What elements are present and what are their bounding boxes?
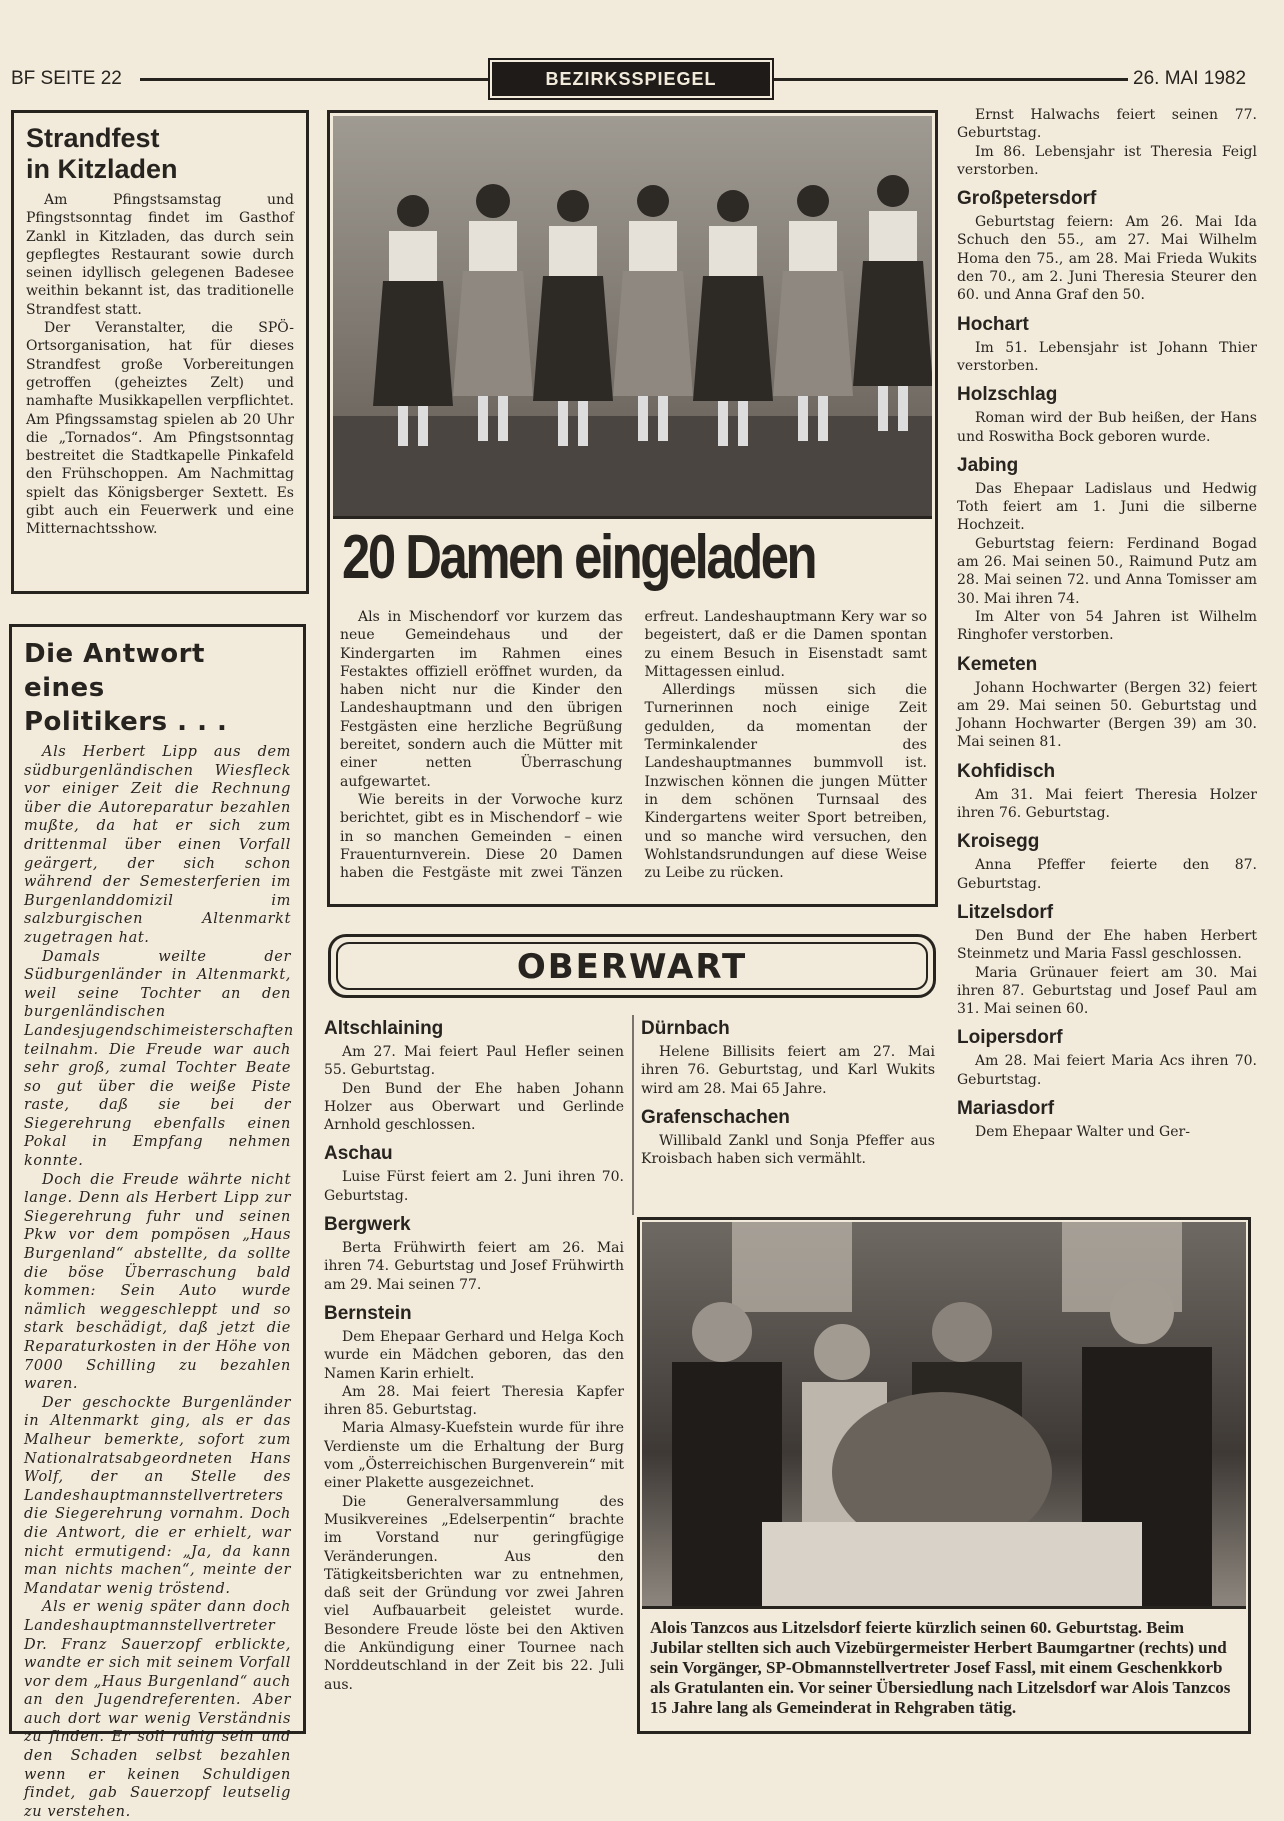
paragraph: Doch die Freude währte nicht lange. Denn als Herbert Lipp zur Siegerehrung fuhr und seinen Pkw vor dem pompösen „Haus Burgenland“ abstellte, da sollte die böse Überraschung bald kommen: Sein Auto wurde nämlich weggeschleppt und so stark beschädigt, daß jetzt die Reparaturkosten in der Höhe von 7000 Schilling zu bezahlen waren.: [24, 1171, 291, 1393]
article-title: [24, 637, 291, 739]
people-illustration: [642, 1222, 1246, 1606]
paragraph: Maria Grünauer feiert am 30. Mai ihren 87. Geburtstag und Josef Paul am 31. Mai seinen 60.: [957, 964, 1257, 1018]
place-heading: Dürnbach: [641, 1018, 730, 1039]
photo-caption: Alois Tanzcos aus Litzelsdorf feierte kürzlich seinen 60. Geburtstag. Beim Jubilar stellten sich auch Vizebürgermeister Herbert Baumgartner (rechts) und sein Vorgänger, SP-Obmannstellvertreter Josef Fassl, mit einem Geschenkkorb als Gratulanten ein. Vor seiner Übersiedlung nach Litzelsdorf war Alois Tanzcos 15 Jahre lang als Gemeinderat in Rehgraben tätig.: [650, 1618, 1231, 1717]
place-heading: Litzelsdorf: [957, 901, 1054, 923]
paragraph: Der Veranstalter, die SPÖ-Ortsorganisation, hat für dieses Strandfest große Vorbereitungen getroffen (geheiztes Zelt) und namhafte Musikkapellen verpflichtet. Am Pfingssamstag spielen ab 20 Uhr die „Tornados“. Am Pfingstsonntag bestreitet die Stadtkapelle Pinkafeld den Frühschoppen. Am Nachmittag spielt das Königsberger Sextett. Es gibt auch ein Feuerwerk und eine Mitternachtsshow.: [26, 320, 294, 538]
paragraph: Luise Fürst feiert am 2. Juni ihren 70. Geburtstag.: [324, 1169, 624, 1204]
divider: [333, 516, 932, 519]
title-line: Politikers . . .: [24, 707, 228, 737]
paragraph: Als in Mischendorf vor kurzem das neue Gemeindehaus und der Kindergarten im Rahmen eines Festaktes offiziell eröffnet wurden, da haben nicht nur die Kinder den Landeshauptmann und den übrigen Festgästen eine herzliche Begrüßung bereitet, sondern auch die Mütter mit einer netten Überraschung aufgewartet.: [340, 609, 623, 790]
place-heading: Aschau: [324, 1143, 393, 1165]
paragraph: Am Pfingstsamstag und Pfingstsonntag findet im Gasthof Zankl in Kitzladen, das durch sein gepflegtes Restaurant sowie durch seinen idyllisch gelegenen Badesee weithin bekannt ist, das traditionelle Strandfest statt.: [26, 192, 294, 318]
paragraph: Willibald Zankl und Sonja Pfeffer aus Kroisbach haben sich vermählt.: [641, 1132, 935, 1168]
header-rule: [774, 78, 1128, 81]
paragraph: Helene Billisits feiert am 27. Mai ihren 76. Geburtstag, und Karl Wukits wird am 28. Mai 65 Jahre.: [641, 1044, 935, 1097]
paragraph: Am 28. Mai feiert Theresia Kapfer ihren 85. Geburtstag.: [324, 1383, 624, 1419]
place-heading: Loipersdorf: [957, 1027, 1063, 1049]
article-damen: [327, 110, 938, 907]
paragraph: Am 31. Mai feiert Theresia Holzer ihren 76. Geburtstag.: [957, 786, 1257, 822]
paragraph: Als er wenig später dann doch Landeshauptmannstellvertreter Dr. Franz Sauerzopf erblickte, wandte er sich mit seinem Vorfall vor dem „Haus Burgenland“ auch an den Jugendreferenten. Aber auch dort war wenig Verständnis zu finden. Er soll ruhig sein und den Schaden selbst bezahlen wenn er keinen Schuldigen findet, gab Sauerzopf leutselig zu verstehen.: [24, 1599, 291, 1820]
place-heading: Bergwerk: [324, 1214, 411, 1236]
title-line: Die Antwort eines: [24, 639, 205, 703]
place-heading: Kohfidisch: [957, 760, 1056, 782]
paragraph: Anna Pfeffer feierte den 87. Geburtstag.: [957, 857, 1257, 892]
paragraph: Ernst Halwachs feiert seinen 77. Geburtstag.: [957, 107, 1257, 142]
banner-title: OBERWART: [336, 942, 928, 990]
page-number: BF SEITE 22: [11, 68, 122, 89]
header-rule: [140, 78, 488, 81]
place-heading: Hochart: [957, 313, 1029, 335]
section-banner: [328, 934, 936, 998]
paragraph: Den Bund der Ehe haben Johann Holzer aus Oberwart und Gerlinde Arnhold geschlossen.: [324, 1080, 624, 1134]
place-heading: Jabing: [957, 454, 1019, 476]
paragraph: Das Ehepaar Ladislaus und Hedwig Toth feiert am 1. Juni die silberne Hochzeit.: [957, 480, 1257, 534]
paragraph: Die Generalversammlung des Musikvereines „Edelserpentin“ brachte im Vorstand nur geringfügige Veränderungen. Aus den Tätigkeitsberichten war zu entnehmen, daß seit der Gründung vor zwei Jahren viel Aufbauarbeit geleistet wurde. Besondere Freude löste bei den Aktiven die Ankündigung einer Tournee nach Norddeutschland in der Zeit bis 22. Juli aus.: [324, 1493, 624, 1693]
paragraph: Dem Ehepaar Walter und Ger-: [975, 1123, 1190, 1140]
article-politiker: [9, 624, 306, 1820]
title-line: in Kitzladen: [26, 154, 178, 184]
paragraph: Der geschockte Burgenländer in Altenmarkt ging, als er das Malheur bemerkte, sofort zum Nationalratsabgeordneten Hans Wolf, der an Stelle des Landeshauptmannstellvertreters die Siegerehrung vornahm. Doch die Antwort, die er erhielt, war nicht ermutigend: „Ja, da kann man nichts machen“, meinte der Mandatar wenig tröstend.: [24, 1394, 291, 1597]
place-heading: Bernstein: [324, 1302, 412, 1324]
paragraph: Im Alter von 54 Jahren ist Wilhelm Ringhofer verstorben.: [957, 608, 1257, 644]
paragraph: Johann Hochwarter (Bergen 32) feiert am 29. Mai seinen 50. Geburtstag und Johann Hochwarter (Bergen 39) am 30. Mai seinen 81.: [957, 679, 1257, 751]
oberwart-column-1: [324, 1018, 624, 1694]
issue-date: 26. MAI 1982: [1133, 68, 1247, 89]
paragraph: Im 86. Lebensjahr ist Theresia Feigl verstorben.: [957, 143, 1257, 178]
headline: 20 Damen eingeladen: [342, 523, 816, 592]
paragraph: Geburtstag feiern: Am 26. Mai Ida Schuch den 55., am 27. Mai Wilhelm Homa den 75., am 28. Mai Frieda Wukits den 70., am 2. Juni Theresia Steurer den 60. und Anna Graf den 50.: [957, 214, 1257, 304]
paragraph: Am 27. Mai feiert Paul Hefler seinen 55. Geburtstag.: [324, 1044, 624, 1079]
paragraph: Maria Almasy-Kuefstein wurde für ihre Verdienste um die Erhaltung der Burg vom „Österreichischen Burgenverein“ mit einer Plakette ausgezeichnet.: [324, 1420, 624, 1492]
photo-dancers: [333, 116, 932, 516]
place-heading: Grafenschachen: [641, 1106, 790, 1128]
place-heading: Kemeten: [957, 653, 1038, 675]
photo-jubilar: [637, 1217, 1251, 1734]
paragraph: Am 28. Mai feiert Maria Acs ihren 70. Geburtstag.: [957, 1053, 1257, 1088]
paragraph: Dem Ehepaar Gerhard und Helga Koch wurde ein Mädchen geboren, das den Namen Karin erhielt.: [324, 1328, 624, 1382]
section-kicker: BEZIRKSSPIEGEL: [492, 62, 770, 96]
photo-image: [642, 1222, 1246, 1606]
paragraph: Geburtstag feiern: Ferdinand Bogad am 26. Mai seinen 50., Raimund Putz am 28. Mai seinen 72. und Anna Tomisser am 30. Mai ihren 74.: [957, 535, 1257, 607]
article-title: [26, 123, 294, 185]
article-body: [340, 608, 927, 882]
paragraph: Im 51. Lebensjahr ist Johann Thier verstorben.: [957, 339, 1257, 374]
place-heading: Großpetersdorf: [957, 188, 1097, 210]
paragraph: Den Bund der Ehe haben Herbert Steinmetz und Maria Fassl geschlossen.: [957, 927, 1257, 963]
paragraph: Allerdings müssen sich die Turnerinnen noch einige Zeit gedulden, da momentan der Terminkalender des Landeshauptmannes bummvoll ist. Inzwischen können die jungen Mütter in dem schönen Turnsaal des Kindergartens weiter Sport betreiben, und so manche wird versuchen, den Wohlstandsrundungen auf diese Weise zu Leibe zu rücken.: [644, 682, 927, 882]
dancers-illustration: [333, 116, 932, 516]
divider: [642, 1606, 1246, 1609]
place-heading: Altschlaining: [324, 1018, 444, 1039]
column-rule: [632, 1015, 634, 1215]
oberwart-column-2: [641, 1018, 935, 1168]
place-heading: Kroisegg: [957, 831, 1040, 853]
title-line: Strandfest: [26, 123, 160, 153]
paragraph: Damals weilte der Südburgenländer in Altenmarkt, weil seine Tochter an den burgenländischen Landesjugendschimeisterschaften teilnahm. Die Freude war auch sehr groß, zumal Tochter Beate so gut über die weiße Piste raste, daß sie bei der Siegerehrung ebenfalls einen Pokal in Empfang nehmen konnte.: [24, 948, 294, 1170]
paragraph: Berta Frühwirth feiert am 26. Mai ihren 74. Geburtstag und Josef Frühwirth am 29. Mai seinen 77.: [324, 1240, 624, 1293]
place-heading: Mariasdorf: [957, 1097, 1055, 1119]
right-column: [957, 106, 1257, 1141]
article-strandfest: [11, 110, 309, 594]
place-heading: Holzschlag: [957, 384, 1058, 406]
paragraph: Wie bereits in der Vorwoche kurz berichtet, gibt es in Mischendorf – wie in so manchen Gemeinden – einen Frauenturnverein. Diese 20 Damen haben die Festgäste mit zwei Tänzen erfreut. Landeshauptmann Kery war so begeistert, daß er die Damen spontan zu einem Besuch in Eisenstadt samt Mittagessen einlud.: [340, 609, 927, 882]
paragraph: Roman wird der Bub heißen, der Hans und Roswitha Bock geboren wurde.: [957, 410, 1257, 445]
paragraph: Als Herbert Lipp aus dem südburgenländischen Wiesfleck vor einiger Zeit die Rechnung über die Autoreparatur bezahlen mußte, da hat er sich zum drittenmal über einen Vorfall geärgert, der sich schon während der Semesterferien im Burgenlanddomizil im salzburgischen Altenmarkt zugetragen hat.: [24, 744, 291, 946]
